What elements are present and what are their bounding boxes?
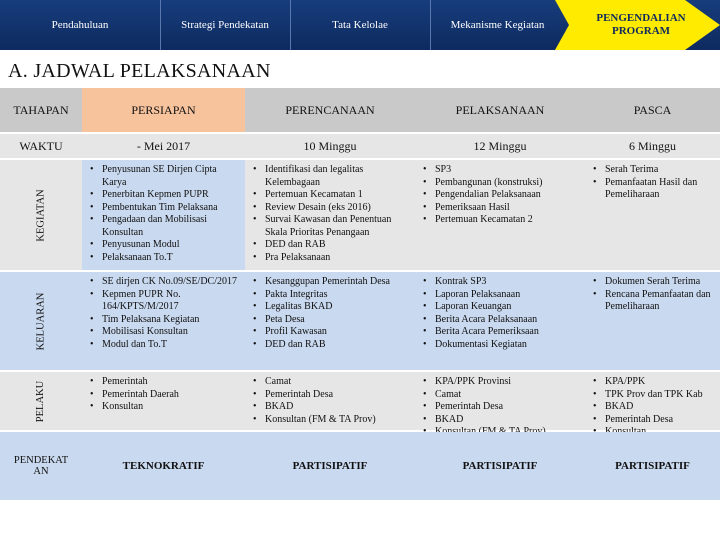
- waktu-perencanaan: [245, 134, 415, 158]
- list-item: • DED dan RAB: [265, 339, 411, 352]
- list-item: • BKAD: [265, 401, 411, 414]
- list-item: • Pakta Integritas: [265, 289, 411, 302]
- waktu-pasca: [585, 134, 720, 158]
- phase-label: PASCA: [633, 102, 672, 117]
- nav-item-mekanisme[interactable]: Mekanisme Kegiatan: [450, 19, 545, 31]
- list-item: • SP3: [435, 164, 581, 177]
- waktu-label: WAKTU: [19, 138, 63, 153]
- bullet-list: [585, 372, 720, 439]
- list-item: • Peta Desa: [265, 314, 411, 327]
- list-item: • Review Desain (eks 2016): [265, 202, 411, 215]
- list-item: • Penerbitan Kepmen PUPR: [102, 189, 241, 202]
- list-item: • Pemerintah Daerah: [102, 389, 241, 402]
- list-item: • Pengadaan dan Mobilisasi Konsultan: [102, 214, 241, 239]
- pendekatan-pasca: [585, 432, 720, 500]
- list-item: • Dokumen Serah Terima: [605, 276, 716, 289]
- bullet-list: [245, 272, 415, 351]
- schedule-table: [0, 88, 720, 500]
- keluaran-perencanaan: [245, 272, 415, 370]
- nav-active-label: PENGENDALIAN PROGRAM: [596, 12, 686, 37]
- pendekatan-persiapan: [82, 432, 245, 500]
- list-item: • Mobilisasi Konsultan: [102, 326, 241, 339]
- row-label-pelaku: [0, 372, 82, 430]
- kegiatan-persiapan: [82, 160, 245, 270]
- list-item: • Konsultan (FM & TA Prov): [265, 414, 411, 427]
- list-item: • Pertemuan Kecamatan 1: [265, 189, 411, 202]
- waktu-pelaksanaan: [415, 134, 585, 158]
- kegiatan-perencanaan: [245, 160, 415, 270]
- header-tahapan-label: TAHAPAN: [13, 102, 69, 117]
- pendekatan-value: PARTISIPATIF: [292, 460, 368, 472]
- bullet-list: [82, 372, 245, 414]
- list-item: • Pembentukan Tim Pelaksana: [102, 202, 241, 215]
- list-item: • Kepmen PUPR No. 164/KPTS/M/2017: [102, 289, 241, 314]
- bullet-list: [245, 160, 415, 264]
- pelaku-label: PELAKU: [35, 380, 47, 422]
- row-label-keluaran: [0, 272, 82, 370]
- bullet-list: [415, 160, 585, 227]
- phase-label: PERENCANAAN: [285, 102, 375, 117]
- keluaran-label: KELUARAN: [35, 292, 47, 350]
- nav-item-pengendalian-active[interactable]: [555, 0, 720, 50]
- list-item: • Pembangunan (konstruksi): [435, 177, 581, 190]
- pendekatan-value: PARTISIPATIF: [615, 460, 690, 472]
- pendekatan-value: TEKNOKRATIF: [122, 460, 205, 472]
- waktu-persiapan: [82, 134, 245, 158]
- list-item: • Pemanfaatan Hasil dan Pemeliharaan: [605, 177, 716, 202]
- list-item: • Pemerintah Desa: [265, 389, 411, 402]
- list-item: • Camat: [265, 376, 411, 389]
- header-tahapan: [0, 88, 82, 132]
- pendekatan-perencanaan: [245, 432, 415, 500]
- list-item: • Profil Kawasan: [265, 326, 411, 339]
- list-item: • Pengendalian Pelaksanaan: [435, 189, 581, 202]
- list-item: • Rencana Pemanfaatan dan Pemeliharaan: [605, 289, 716, 314]
- bullet-list: [585, 160, 720, 202]
- keluaran-persiapan: [82, 272, 245, 370]
- nav-item-strategi[interactable]: Strategi Pendekatan: [181, 19, 269, 31]
- list-item: • Pertemuan Kecamatan 2: [435, 214, 581, 227]
- header-pasca: [585, 88, 720, 132]
- waktu-value: - Mei 2017: [136, 138, 191, 153]
- kegiatan-pelaksanaan: [415, 160, 585, 270]
- pendekatan-pelaksanaan: [415, 432, 585, 500]
- list-item: • Berita Acara Pelaksanaan: [435, 314, 581, 327]
- list-item: • BKAD: [605, 401, 716, 414]
- waktu-value: 6 Minggu: [628, 138, 676, 153]
- row-label-pendekatan: [0, 432, 82, 500]
- keluaran-pasca: [585, 272, 720, 370]
- pelaku-pasca: [585, 372, 720, 430]
- phase-label: PELAKSANAAN: [455, 102, 545, 117]
- bullet-list: [585, 272, 720, 314]
- nav-item-tata-kelola[interactable]: Tata Kelolae: [332, 19, 388, 31]
- list-item: • Camat: [435, 389, 581, 402]
- list-item: • Pemerintah: [102, 376, 241, 389]
- section-title: A. JADWAL PELAKSANAAN: [8, 60, 271, 82]
- header-persiapan: [82, 88, 245, 132]
- list-item: • Pemeriksaan Hasil: [435, 202, 581, 215]
- pelaku-perencanaan: [245, 372, 415, 430]
- list-item: • Konsultan: [102, 401, 241, 414]
- list-item: • Identifikasi dan legalitas Kelembagaan: [265, 164, 411, 189]
- row-label-waktu: [0, 134, 82, 158]
- row-label-kegiatan: [0, 160, 82, 270]
- list-item: • Penyusunan Modul: [102, 239, 241, 252]
- kegiatan-label: KEGIATAN: [35, 188, 47, 242]
- bullet-list: [415, 372, 585, 439]
- top-navigation: [0, 0, 720, 50]
- bullet-list: [82, 160, 245, 264]
- list-item: • Laporan Keuangan: [435, 301, 581, 314]
- list-item: • KPA/PPK Provinsi: [435, 376, 581, 389]
- pendekatan-value: PARTISIPATIF: [462, 460, 538, 472]
- waktu-value: 12 Minggu: [473, 138, 527, 153]
- list-item: • Legalitas BKAD: [265, 301, 411, 314]
- list-item: • SE dirjen CK No.09/SE/DC/2017: [102, 276, 241, 289]
- list-item: • Pemerintah Desa: [605, 414, 716, 427]
- pelaku-persiapan: [82, 372, 245, 430]
- list-item: • Kesanggupan Pemerintah Desa: [265, 276, 411, 289]
- list-item: • Pra Pelaksanaan: [265, 252, 411, 265]
- list-item: • BKAD: [435, 414, 581, 427]
- list-item: • DED dan RAB: [265, 239, 411, 252]
- list-item: • Serah Terima: [605, 164, 716, 177]
- list-item: • Kontrak SP3: [435, 276, 581, 289]
- list-item: • KPA/PPK: [605, 376, 716, 389]
- list-item: • TPK Prov dan TPK Kab: [605, 389, 716, 402]
- list-item: • Pemerintah Desa: [435, 401, 581, 414]
- header-perencanaan: [245, 88, 415, 132]
- nav-item-pendahuluan[interactable]: Pendahuluan: [51, 19, 109, 31]
- list-item: • Survai Kawasan dan Penentuan Skala Prioritas Penangaan: [265, 214, 411, 239]
- list-item: • Tim Pelaksana Kegiatan: [102, 314, 241, 327]
- keluaran-pelaksanaan: [415, 272, 585, 370]
- list-item: • Dokumentasi Kegiatan: [435, 339, 581, 352]
- list-item: • Penyusunan SE Dirjen Cipta Karya: [102, 164, 241, 189]
- bullet-list: [82, 272, 245, 351]
- pendekatan-label: PENDEKATAN: [13, 455, 69, 477]
- waktu-value: 10 Minggu: [303, 138, 357, 153]
- bullet-list: [245, 372, 415, 426]
- header-pelaksanaan: [415, 88, 585, 132]
- phase-label: PERSIAPAN: [131, 102, 196, 117]
- list-item: • Modul dan To.T: [102, 339, 241, 352]
- kegiatan-pasca: [585, 160, 720, 270]
- pelaku-pelaksanaan: [415, 372, 585, 430]
- list-item: • Laporan Pelaksanaan: [435, 289, 581, 302]
- list-item: • Pelaksanaan To.T: [102, 252, 241, 265]
- list-item: • Berita Acara Pemeriksaan: [435, 326, 581, 339]
- bullet-list: [415, 272, 585, 351]
